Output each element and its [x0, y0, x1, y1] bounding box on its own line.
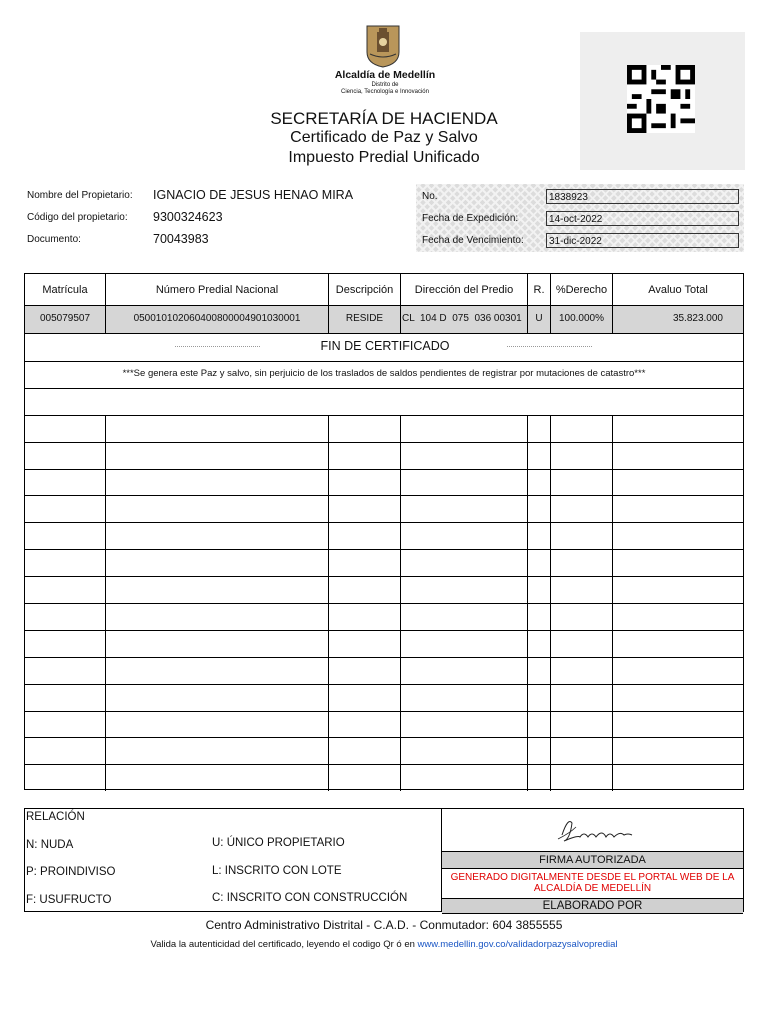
disclaimer-note: ***Se genera este Paz y salvo, sin perjuicio de los traslados de saldos pendientes de registrar por mutaciones de catastro***: [122, 368, 646, 379]
org-name: Alcaldía de Medellín: [334, 69, 436, 81]
cert-number-value: 1838923: [546, 189, 739, 204]
cell-direccion: CL 104 D 075 036 00301: [402, 313, 522, 324]
footer-contact: Centro Administrativo Distrital - C.A.D. - Conmutador: 604 3855555: [205, 918, 563, 932]
signature: [550, 813, 640, 847]
col-header-descripcion: Descripción: [335, 284, 394, 296]
org-tagline: Distrito de Ciencia, Tecnología e Innovación: [341, 82, 429, 95]
cell-matricula: 005079507: [39, 313, 91, 324]
owner-code-value: 9300324623: [153, 210, 223, 224]
issue-date-value: 14-oct-2022: [546, 211, 739, 226]
cert-number-label: No.: [422, 191, 438, 202]
authorized-signature-label: FIRMA AUTORIZADA: [442, 851, 743, 869]
relation-n: N: NUDA: [26, 839, 74, 851]
coat-of-arms-logo: [364, 24, 402, 68]
validation-link[interactable]: www.medellin.gov.co/validadorpazysalvopredial: [417, 939, 618, 950]
footer-validation: Valida la autenticidad del certificado, leyendo el codigo Qr ó en www.medellin.gov.co/validadorpazysalvopredial: [150, 939, 618, 950]
expiry-date-value: 31-dic-2022: [546, 233, 739, 248]
relation-title: RELACIÓN: [26, 811, 85, 823]
document-label: Documento:: [27, 234, 81, 245]
department-title: SECRETARÍA DE HACIENDA: [270, 109, 498, 128]
divider-right: [507, 346, 592, 347]
relation-l: L: INSCRITO CON LOTE: [212, 865, 342, 877]
generated-digitally-notice: GENERADO DIGITALMENTE DESDE EL PORTAL WEB DE LA ALCALDÍA DE MEDELLÍN: [450, 872, 735, 894]
document-value: 70043983: [153, 232, 209, 246]
issue-date-label: Fecha de Expedición:: [422, 213, 519, 224]
certificate-subtitle: Impuesto Predial Unificado: [288, 149, 480, 166]
relation-p: P: PROINDIVISO: [26, 866, 116, 878]
relation-box: [24, 808, 744, 912]
col-header-predial: Número Predial Nacional: [155, 284, 279, 296]
elaborated-by-label: ELABORADO POR: [442, 898, 743, 914]
relation-f: F: USUFRUCTO: [26, 894, 112, 906]
col-header-avaluo: Avaluo Total: [648, 284, 708, 296]
cell-avaluo: 35.823.000: [672, 313, 723, 324]
cell-derecho: 100.000%: [558, 313, 605, 324]
owner-name-label: Nombre del Propietario:: [27, 190, 133, 201]
certificate-info-panel: [416, 184, 744, 252]
col-header-direccion: Dirección del Predio: [414, 284, 514, 296]
col-header-r: R.: [533, 284, 545, 296]
cell-descripcion: RESIDE: [345, 313, 384, 324]
owner-name-value: IGNACIO DE JESUS HENAO MIRA: [153, 188, 354, 202]
divider-left: [175, 346, 260, 347]
cell-predial: 050010102060400800004901030001: [133, 313, 301, 324]
cell-r: U: [535, 313, 543, 324]
certificate-title: Certificado de Paz y Salvo: [290, 129, 478, 146]
relation-u: U: ÚNICO PROPIETARIO: [212, 837, 345, 849]
relation-c: C: INSCRITO CON CONSTRUCCIÓN: [212, 892, 408, 904]
end-of-certificate: FIN DE CERTIFICADO: [320, 339, 450, 353]
col-header-matricula: Matrícula: [42, 284, 88, 296]
property-table: [24, 273, 744, 790]
owner-code-label: Código del propietario:: [27, 212, 128, 223]
col-header-derecho: %Derecho: [555, 284, 608, 296]
expiry-date-label: Fecha de Vencimiento:: [422, 235, 524, 246]
